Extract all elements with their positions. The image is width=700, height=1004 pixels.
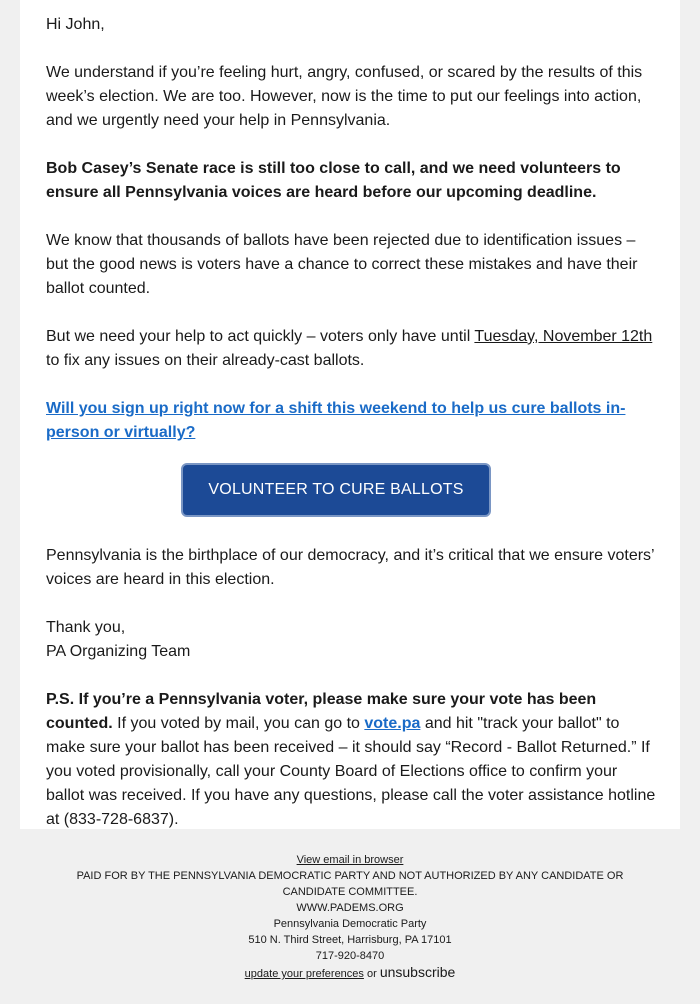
deadline-text-after: to fix any issues on their already-cast ballots. <box>46 352 365 369</box>
signature: PA Organizing Team <box>46 643 191 660</box>
website-text: WWW.PADEMS.ORG <box>296 902 404 914</box>
volunteer-button[interactable]: VOLUNTEER TO CURE BALLOTS <box>181 463 491 517</box>
paragraph-ballots-rejected: We know that thousands of ballots have been rejected due to identification issues – but the good news is voters have a chance to correct these mistakes and have their ballot counted. <box>46 232 638 297</box>
or-text: or <box>363 968 380 980</box>
sign-up-shift-link[interactable]: Will you sign up right now for a shift this weekend to help us cure ballots in-person or virtually? <box>46 400 626 441</box>
paragraph-casey <box>46 157 656 205</box>
paragraph-deadline <box>46 325 656 373</box>
paid-for-disclaimer: PAID FOR BY THE PENNSYLVANIA DEMOCRATIC PARTY AND NOT AUTHORIZED BY ANY CANDIDATE OR CANDIDATE COMMITTEE. <box>76 870 624 898</box>
signoff: Thank you, <box>46 619 126 636</box>
email-content <box>46 13 656 856</box>
ps-text-2: and hit "track your ballot" to make sure your ballot has been received – it should say “Record - Ballot Returned.” If you voted provisionally, call your County Board of Elections office to confirm your ballot was received. If you have any questions, please call the voter assistance hotline at (833-728-6837). <box>46 715 656 828</box>
view-in-browser-link[interactable]: View email in browser <box>296 854 404 866</box>
paragraph-ps <box>46 688 656 832</box>
org-phone: 717-920-8470 <box>315 950 385 962</box>
paragraph-democracy: Pennsylvania is the birthplace of our democracy, and it’s critical that we ensure voters’ voices are heard in this election. <box>46 547 654 588</box>
preferences-line <box>0 964 700 982</box>
unsubscribe-link[interactable]: unsubscribe <box>379 964 456 980</box>
update-preferences-link[interactable]: update your preferences <box>244 968 364 980</box>
org-name: Pennsylvania Democratic Party <box>273 918 427 930</box>
deadline-date: Tuesday, November 12th <box>474 328 653 345</box>
cta-wrapper <box>46 463 656 517</box>
greeting: Hi John, <box>46 16 105 33</box>
ps-bold-text: P.S. If you’re a Pennsylvania voter, please make sure your vote has been counted. <box>46 691 597 732</box>
ps-text-1: If you voted by mail, you can go to <box>112 715 365 732</box>
paragraph-intro: We understand if you’re feeling hurt, angry, confused, or scared by the results of this week’s election. We are too. However, now is the time to put our feelings into action, and we urgently need your help in Pennsylvania. <box>46 64 643 129</box>
email-body-card <box>20 0 680 829</box>
vote-pa-link[interactable]: vote.pa <box>364 715 421 732</box>
email-footer <box>0 852 700 982</box>
paragraph-ask <box>46 397 656 445</box>
casey-bold-text: Bob Casey’s Senate race is still too close to call, and we need volunteers to ensure all Pennsylvania voices are heard before our upcoming deadline. <box>46 160 621 201</box>
deadline-text-before: But we need your help to act quickly – voters only have until <box>46 328 475 345</box>
org-address: 510 N. Third Street, Harrisburg, PA 17101 <box>248 934 452 946</box>
